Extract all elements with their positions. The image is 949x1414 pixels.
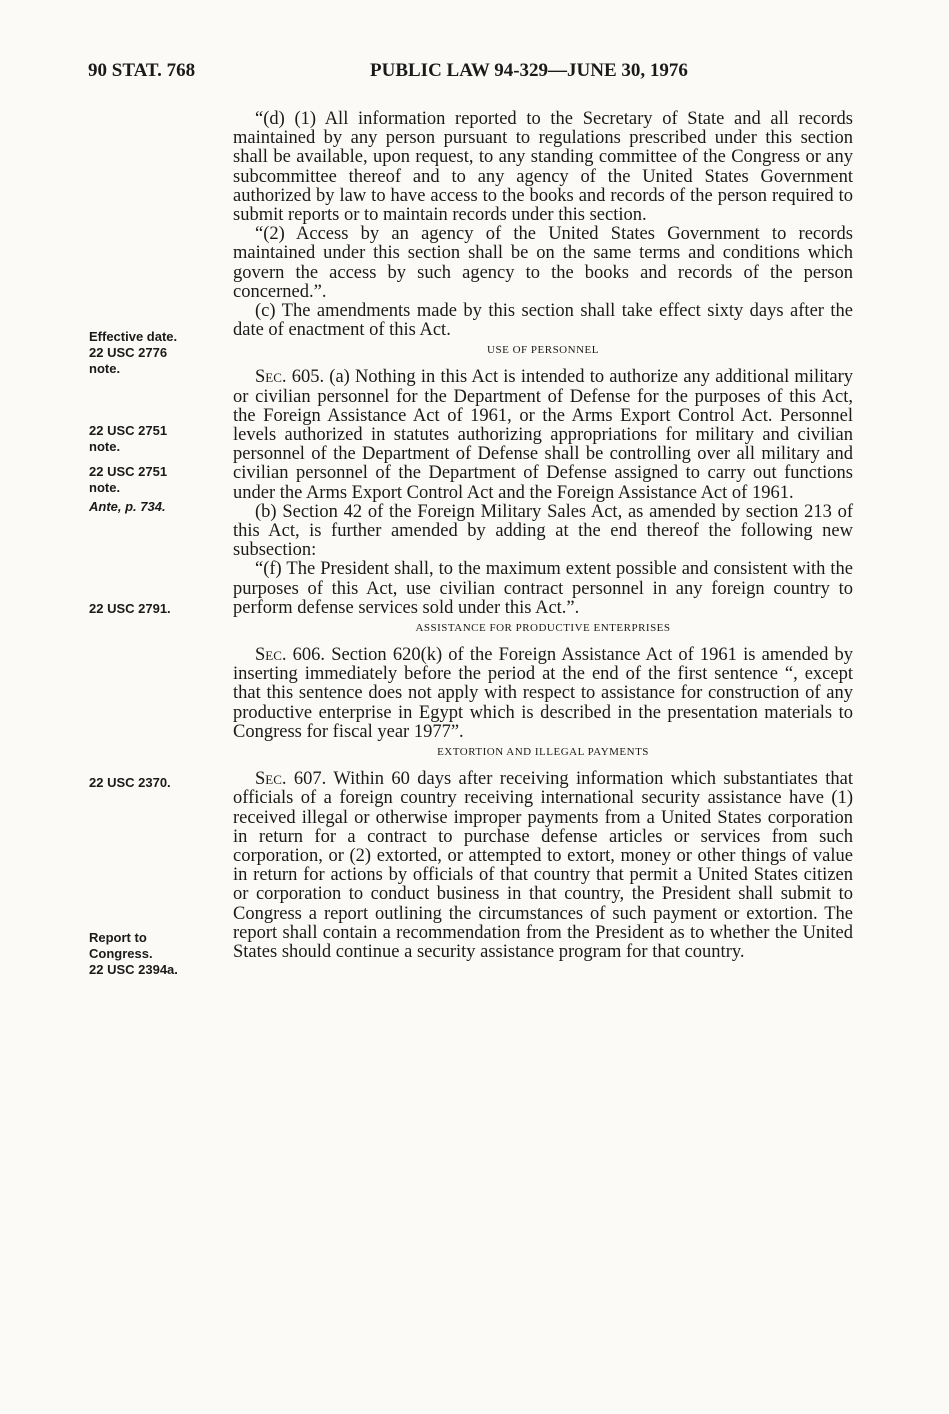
paragraph-d1: “(d) (1) All information reported to the Secretary of State and all records maintained by any person pursuant to regulations prescribed under this section shall be available, upon request, to any standing committee of the Congress or any subcommittee thereof and to any agency of the United States Government authorized by law to have access to the books and records of the person required to submit reports or to maintain records under this section. — [233, 109, 853, 226]
heading-productive-enterprises: ASSISTANCE FOR PRODUCTIVE ENTERPRISES — [415, 622, 671, 635]
margin-note-2751-second: 22 USC 2751 note. — [89, 464, 168, 495]
section-label: Sec. 605. — [255, 367, 325, 388]
public-law-title: PUBLIC LAW 94-329—JUNE 30, 1976 — [370, 60, 688, 81]
section-605-a: Sec. 605. (a) Nothing in this Act is intended to authorize any additional military or civilian personnel for the Department of Defense for the purposes of this Act, the Foreign Assistance Act of 1961, or the Arms Export Control Act. Personnel levels authorized in statutes authorizing appropriations for military and civilian personnel of the Department of Defense shall be controlling over all military and civilian personnel of the Department of Defense assigned to carry out functions under the Arms Export Control Act and the Foreign Assistance Act of 1961. — [233, 367, 853, 503]
heading-extortion: EXTORTION AND ILLEGAL PAYMENTS — [437, 746, 649, 759]
margin-note-effective-date: Effective date. 22 USC 2776 note. — [89, 329, 178, 376]
statute-body — [233, 110, 853, 962]
section-label: Sec. 606. — [255, 645, 326, 666]
heading-use-of-personnel: USE OF PERSONNEL — [487, 344, 599, 357]
paragraph-c: (c) The amendments made by this section shall take effect sixty days after the date of enactment of this Act. — [233, 301, 853, 341]
section-label: Sec. 607. — [255, 769, 327, 790]
margin-note-2370: 22 USC 2370. — [89, 775, 171, 790]
statute-page-number: 90 STAT. 768 — [88, 60, 196, 81]
section-605-b: (b) Section 42 of the Foreign Military Sales Act, as amended by section 213 of this Act, is further amended by adding at the end thereof the following new subsection: — [233, 501, 853, 561]
margin-note-2791: 22 USC 2791. — [89, 601, 171, 616]
section-606: Sec. 606. Section 620(k) of the Foreign Assistance Act of 1961 is amended by inserting immediately before the period at the end of the first sentence “, except that this sentence does not apply with respect to assistance for construction of any productive enterprise in Egypt which is described in the presentation materials to Congress for fiscal year 1977”. — [233, 645, 853, 742]
section-607: Sec. 607. Within 60 days after receiving information which substantiates that officials of a foreign country receiving international security assistance have (1) received illegal or otherwise improper payments from a United States corporation in return for a contract to purchase defense articles or services from such corporation, or (2) extorted, or attempted to extort, money or other things of value in return for actions by officials of that country that permit a United States citizen or corporation to conduct business in that country, the President shall submit to Congress a report outlining the circumstances of such payment or extortion. The report shall contain a recommendation from the President as to whether the United States should continue a security assistance program for that country. — [233, 769, 854, 962]
page-header — [88, 60, 848, 84]
margin-note-ante: Ante, p. 734. — [89, 499, 166, 514]
section-605-f: “(f) The President shall, to the maximum extent possible and consistent with the purposes of this Act, use civilian contract personnel in any foreign country to perform defense services sold under this Act.”. — [233, 559, 853, 618]
margin-note-report: Report to Congress. 22 USC 2394a. — [89, 930, 178, 977]
paragraph-d2: “(2) Access by an agency of the United States Government to records maintained under this section shall be on the same terms and conditions which govern the access by such agency to the books and records of the person concerned.”. — [233, 224, 853, 302]
margin-note-2751-first: 22 USC 2751 note. — [89, 423, 168, 454]
